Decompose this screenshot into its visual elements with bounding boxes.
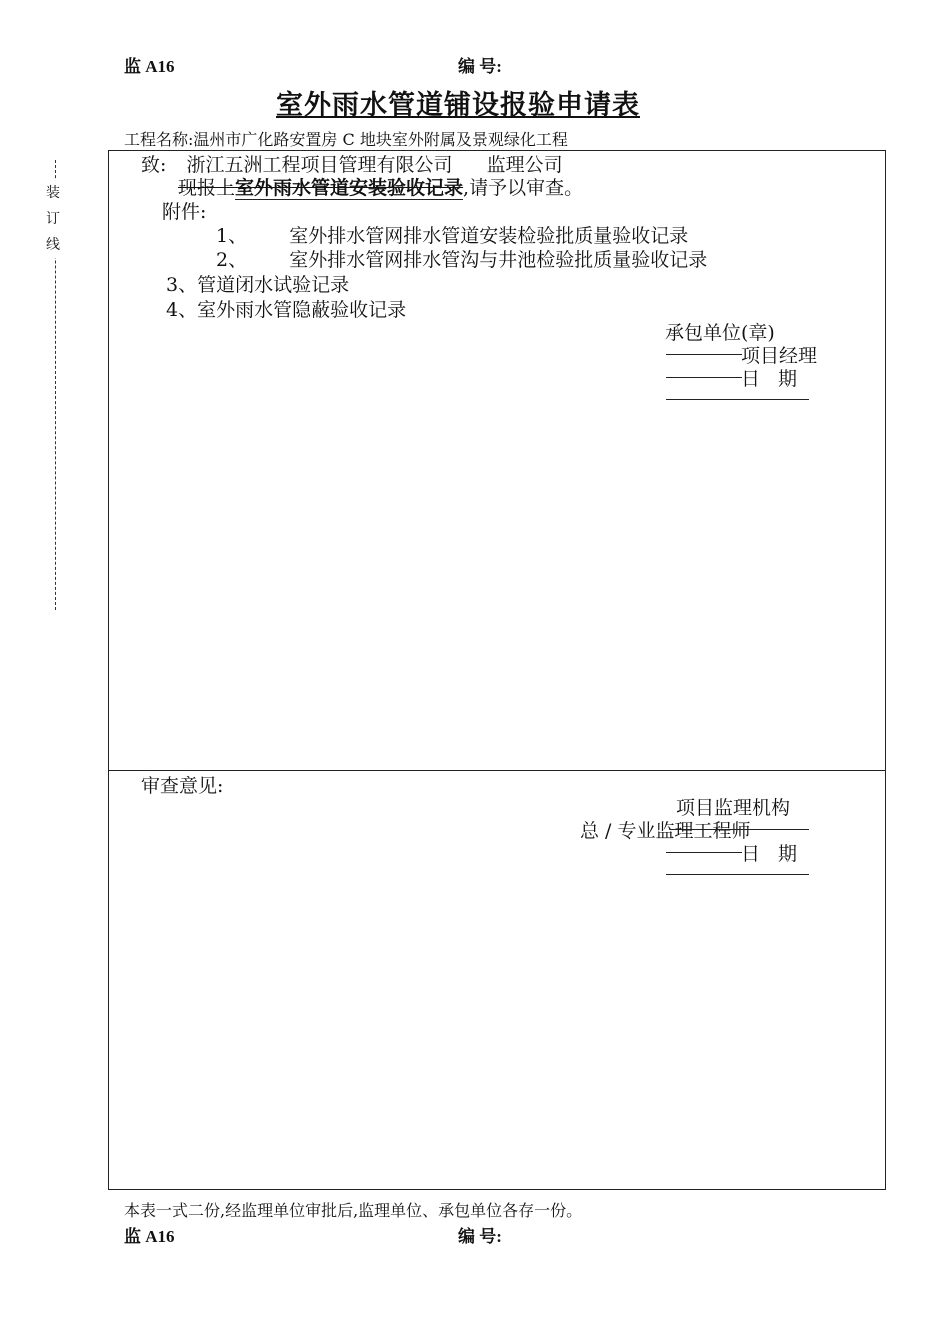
- attachment-text: 管道闭水试验记录: [197, 274, 350, 296]
- attachment-num: 3、: [166, 274, 198, 296]
- attachment-item: [166, 295, 406, 322]
- attachment-text: 室外排水管网排水管沟与井池检验批质量验收记录: [289, 249, 708, 271]
- signature-underline: [666, 399, 809, 400]
- section-divider: [108, 770, 886, 771]
- review-signature-underline: [666, 874, 809, 875]
- binding-char: 订: [44, 206, 62, 232]
- footer-form-code: 监 A16: [124, 1227, 175, 1246]
- submit-suffix: ,请予以审查。: [463, 177, 584, 199]
- project-name-row: [124, 127, 568, 150]
- submit-row: [178, 173, 583, 200]
- pm-label: 项目经理: [741, 345, 818, 367]
- engineer-signature-line: [670, 829, 809, 830]
- attachment-text: 室外雨水管隐蔽验收记录: [197, 299, 407, 321]
- attachment-num: 2、: [216, 249, 248, 271]
- to-suffix: 监理公司: [486, 154, 563, 176]
- attachment-text: 室外排水管网排水管道安装检验批质量验收记录: [289, 225, 689, 247]
- to-company: 浙江五洲工程项目管理有限公司: [186, 154, 453, 176]
- form-code: 监 A16: [124, 57, 175, 76]
- binding-text: [44, 180, 62, 258]
- review-date-label: 日 期: [741, 843, 804, 865]
- page-title: 室外雨水管道铺设报验申请表: [276, 90, 640, 121]
- org-label: 项目监理机构: [676, 797, 791, 819]
- number-label: 编 号:: [458, 57, 502, 76]
- binding-char: 装: [44, 180, 62, 206]
- attachment-item: [216, 221, 688, 248]
- attachment-num: 1、: [216, 225, 248, 247]
- date-signature-line: [666, 377, 742, 378]
- project-name: 温州市广化路安置房 C 地块室外附属及景观绿化工程: [193, 130, 568, 149]
- attachment-item: [166, 270, 349, 297]
- pm-signature-line: [666, 354, 742, 355]
- contractor-label: 承包单位(章): [665, 322, 775, 344]
- footer-note: 本表一式二份,经监理单位审批后,监理单位、承包单位各存一份。: [124, 1201, 583, 1220]
- engineer-label: 总 / 专业监理工程师: [580, 820, 751, 842]
- binding-char: 线: [44, 232, 62, 258]
- submit-prefix: 现报上: [178, 177, 236, 199]
- project-label: 工程名称:: [124, 130, 194, 149]
- review-date-line: [666, 852, 742, 853]
- date-label: 日 期: [741, 368, 804, 390]
- attachments-label: 附件:: [162, 201, 207, 223]
- attachment-num: 4、: [166, 299, 198, 321]
- review-label: 审查意见:: [141, 775, 224, 797]
- submit-item: 室外雨水管道安装验收记录: [235, 177, 464, 199]
- attachment-item: [216, 245, 707, 272]
- footer-number-label: 编 号:: [458, 1227, 502, 1246]
- to-label: 致:: [141, 154, 167, 176]
